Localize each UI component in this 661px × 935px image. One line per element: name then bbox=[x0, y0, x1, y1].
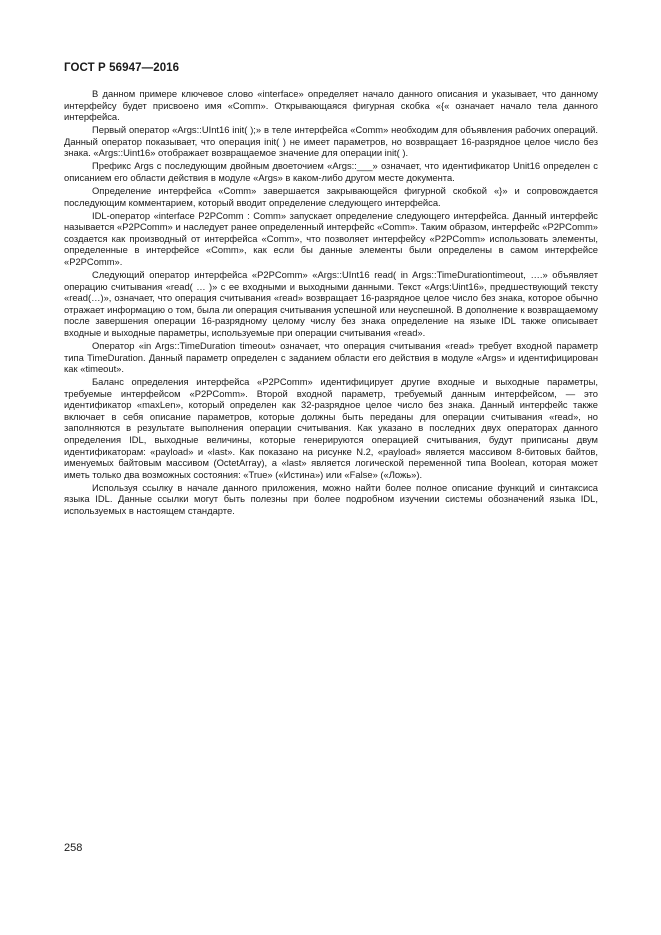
paragraph: Следующий оператор интерфейса «P2PComm» «Args::UInt16 read( in Args::TimeDurationtimeout, ….» объявляет операцию считывания «read( … )» с ее входными и выходными данными. Текст «Args:Uint16», предшествующий тексту «read(…)», означает, что операция считывания «read» возвращает 16-разрядное целое число без знака, которое обычно отражает информацию о том, была ли операция считывания успешной или неуспешной. В дополнение к возвращаемому после завершения операции 16-разрядному целому числу без знака определение на языке IDL также описывает входные и выходные параметры, используемые при операции считывания «read». bbox=[64, 269, 598, 338]
paragraph: IDL-оператор «interface P2PComm : Comm» запускает определение следующего интерфейса. Данный интерфейс называется «P2PComm» и наследует ранее определенный интерфейс «Comm». Таким образом, интерфейс «P2PComm» создается как производный от интерфейса «Comm», что позволяет интерфейсу «P2PComm» использовать элементы, определенные в интерфейсе «Comm», как если бы данные элементы были определены в самом интерфейсе «P2PComm». bbox=[64, 209, 598, 268]
document-header: ГОСТ Р 56947—2016 bbox=[64, 62, 180, 74]
page-number: 258 bbox=[64, 842, 83, 854]
paragraph: Используя ссылку в начале данного приложения, можно найти более полное описание функций и синтаксиса языка IDL. Данные ссылки могут быть полезны при более подробном изучении системы обозначений языка IDL, используемых в настоящем стандарте. bbox=[64, 481, 598, 516]
paragraph: В данном примере ключевое слово «interface» определяет начало данного описания и указывает, что данному интерфейсу будет присвоено имя «Comm». Открывающаяся фигурная скобка «{« означает начало тела данного интерфейса. bbox=[64, 88, 598, 123]
paragraph: Префикс Args с последующим двойным двоеточием «Args::___» означает, что идентификатор Unit16 определен с описанием его области действия в модуле «Args» в каком-либо другом месте документа. bbox=[64, 160, 598, 184]
paragraph: Определение интерфейса «Comm» завершается закрывающейся фигурной скобкой «}» и сопровождается последующим комментарием, который вводит определение следующего интерфейса. bbox=[64, 185, 598, 208]
paragraph: Первый оператор «Args::UInt16 init( );» в теле интерфейса «Comm» необходим для объявления рабочих операций. Данный оператор показывает, что операция init( ) не имеет параметров, но возвращает 16-разрядное целое число без знака. «Args::Uint16» отображает возвращаемое значение для операции init( ). bbox=[64, 124, 598, 159]
body-text bbox=[64, 88, 598, 518]
paragraph: Баланс определения интерфейса «P2PComm» идентифицирует другие входные и выходные параметры, требуемые интерфейсом «P2PComm». Второй входной параметр, требуемый данным интерфейсом, — это идентификатор «maxLen», который определен как 32-разрядное целое число без знака. Данный интерфейс также включает в себя описание параметров, которые должны быть переданы для операции считывания «read», но заполняются в результате выполнения операции считывания. Как указано в последних двух операторах данного определения IDL, выходные величины, которые генерируются операцией считывания, будут приписаны двум идентификаторам: «payload» и «last». Как показано на рисунке N.2, «payload» является массивом 8-битовых байтов, именуемых байтовым массивом (OctetArray), а «last» является логической переменной типа Boolean, которая может иметь только два возможных состояния: «True» («Истина») или «False» («Ложь»). bbox=[64, 376, 598, 480]
paragraph: Оператор «in Args::TimeDuration timeout» означает, что операция считывания «read» требует входной параметр типа TimeDuration. Данный параметр определен с заданием области его действия в модуле «Args» и идентифицирован как «timeout». bbox=[64, 340, 598, 375]
